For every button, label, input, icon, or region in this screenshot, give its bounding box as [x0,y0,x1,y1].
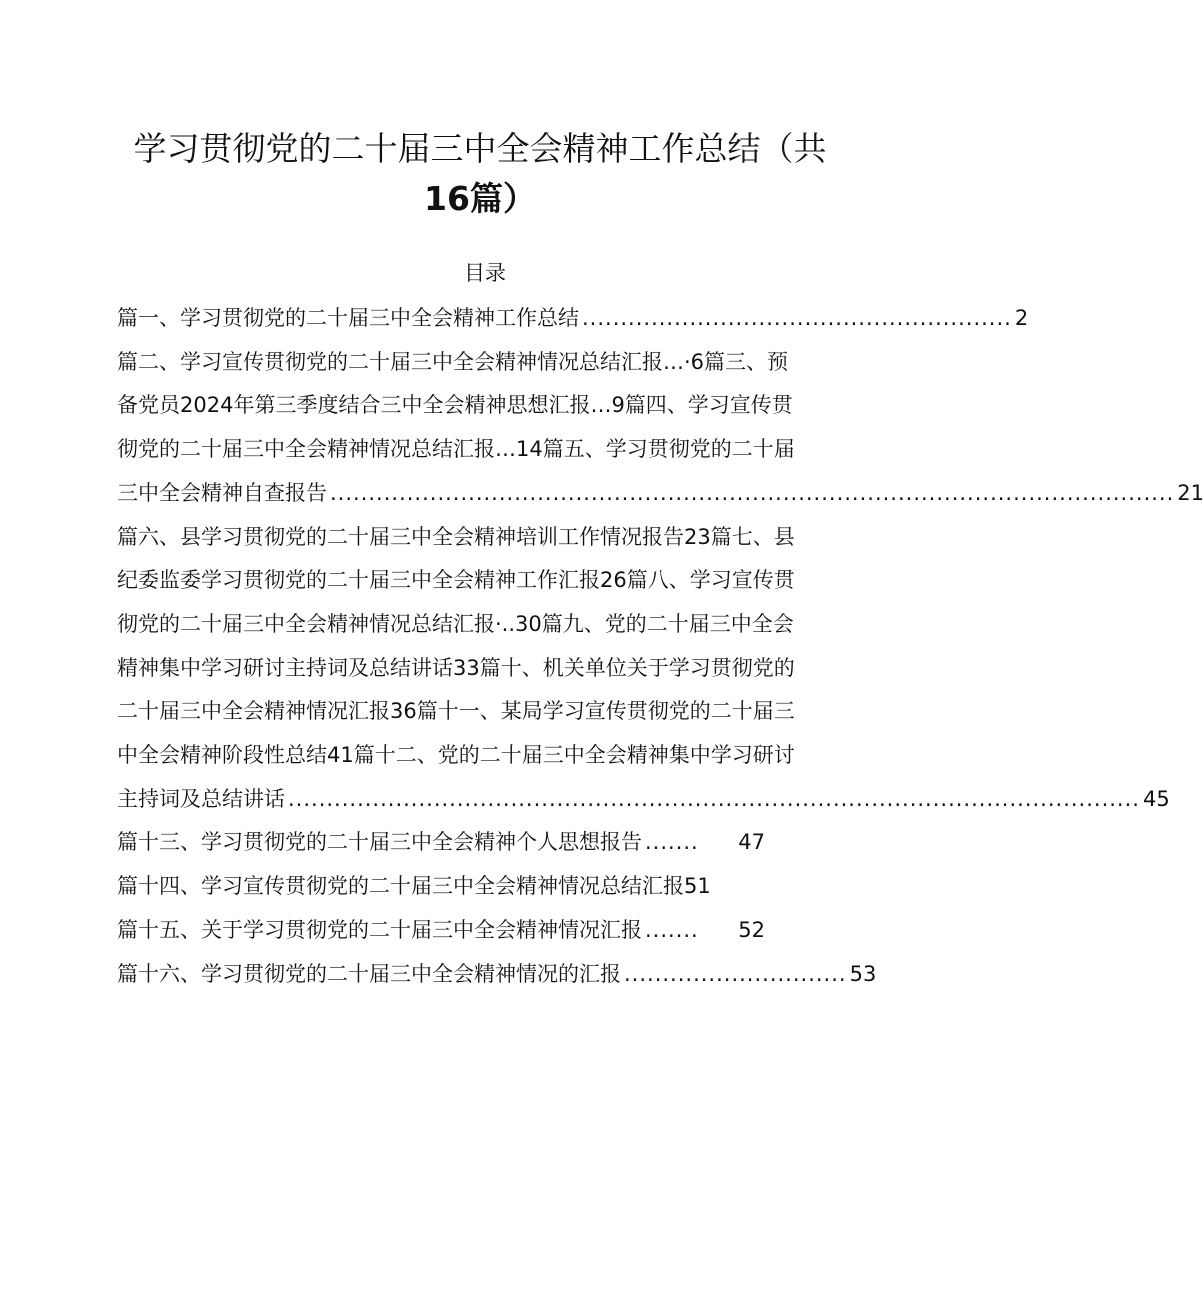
toc-line-text: 篇十三、学习贯彻党的二十届三中全会精神个人思想报告 [117,830,642,855]
toc-page-number: 2 [1014,306,1029,330]
title-line-2: 16篇） [424,179,536,218]
toc-leader-dots: ............................................................................................................... [288,786,1140,811]
toc-leader-dots: ........................................................ [582,306,1012,330]
toc-heading: 目录 [464,261,506,285]
toc-line-text: 篇十四、学习宣传贯彻党的二十届三中全会精神情况总结汇报51 [117,874,711,899]
toc-line[interactable] [117,734,852,778]
toc-line[interactable] [117,297,1029,341]
toc-leader-dots: ............................. [624,961,847,986]
toc-line[interactable] [117,953,877,997]
toc-line[interactable] [117,821,765,865]
document-title [130,124,830,224]
toc-line[interactable] [117,865,852,909]
toc-leader-dots: .............................................................................................................. [330,480,1175,505]
toc-page-number: 45 [1142,786,1170,811]
toc-line[interactable] [117,341,852,385]
toc-line-text: 篇十五、关于学习贯彻党的二十届三中全会精神情况汇报 [117,917,642,942]
toc-line[interactable] [117,690,852,734]
toc-page-number: 53 [849,961,877,986]
toc-line-text: 篇十六、学习贯彻党的二十届三中全会精神情况的汇报 [117,961,621,986]
toc-line-text: 彻党的二十届三中全会精神情况总结汇报…14篇五、学习贯彻党的二十届 [117,437,795,462]
toc-line-text: 篇六、县学习贯彻党的二十届三中全会精神培训工作情况报告23篇七、县 [117,524,795,549]
toc-page-number: 52 [738,917,765,942]
toc-line-text: 篇二、学习宣传贯彻党的二十届三中全会精神情况总结汇报…·6篇三、预 [117,349,789,374]
toc-line[interactable] [117,384,852,428]
toc-line-text: 备党员2024年第三季度结合三中全会精神思想汇报…9篇四、学习宣传贯 [117,393,793,418]
toc-line-text: 精神集中学习研讨主持词及总结讲话33篇十、机关单位关于学习贯彻党的 [117,655,795,680]
toc-line-text: 中全会精神阶段性总结41篇十二、党的二十届三中全会精神集中学习研讨 [117,743,795,768]
toc-line-text: 主持词及总结讲话 [117,786,285,811]
toc-line[interactable] [117,909,765,953]
toc-line[interactable] [117,428,852,472]
toc-line[interactable] [117,647,852,691]
toc-line[interactable] [117,559,852,603]
toc-page-number: 21 [1177,480,1204,505]
toc-line-text: 二十届三中全会精神情况汇报36篇十一、某局学习宣传贯彻党的二十届三 [117,699,795,724]
toc-line-text: 纪委监委学习贯彻党的二十届三中全会精神工作汇报26篇八、学习宣传贯 [117,568,795,593]
toc-line-text: 彻党的二十届三中全会精神情况总结汇报·..30篇九、党的二十届三中全会 [117,611,794,636]
toc-line[interactable] [117,472,1204,516]
table-of-contents [117,297,1204,996]
toc-line[interactable] [117,778,1170,822]
title-line-1: 学习贯彻党的二十届三中全会精神工作总结（共 [133,129,827,168]
toc-line-text: 篇一、学习贯彻党的二十届三中全会精神工作总结 [117,306,579,330]
toc-line[interactable] [117,516,852,560]
toc-leader-dots: ....... [645,917,699,942]
toc-page-number: 47 [738,830,765,855]
toc-line[interactable] [117,603,852,647]
toc-leader-dots: ....... [645,830,699,855]
toc-line-text: 三中全会精神自查报告 [117,480,327,505]
